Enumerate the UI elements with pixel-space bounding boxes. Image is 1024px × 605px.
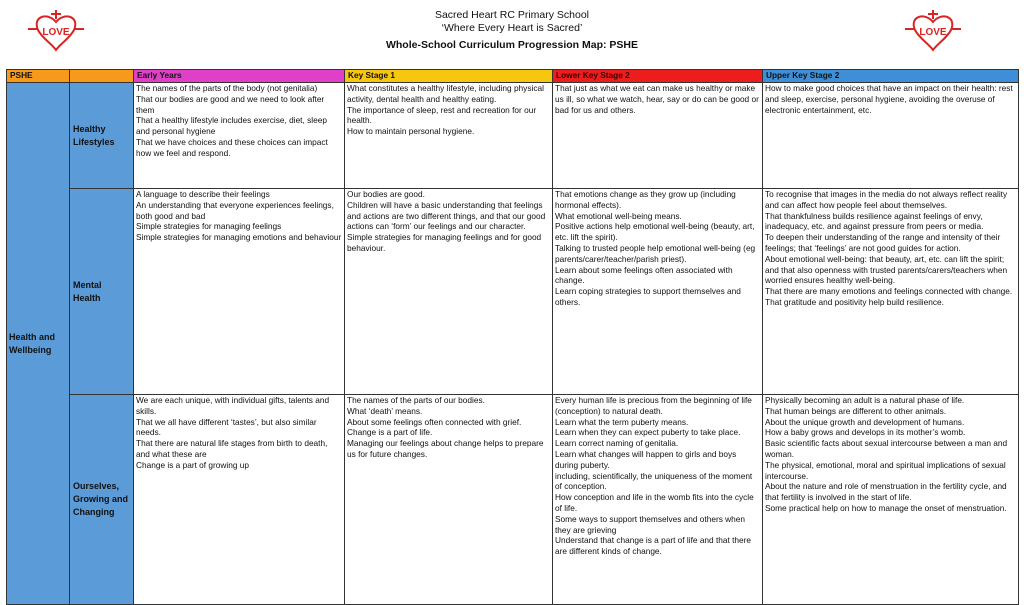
cell-line: That there are natural life stages from birth to death, and what these are	[136, 438, 328, 459]
cell-line: including, scientifically, the uniqueness of the moment of conception.	[555, 470, 753, 492]
cell-lower-key-stage-2	[553, 83, 763, 189]
cell-line: Every human life is precious from the beginning of life (conception) to natural death.	[555, 395, 752, 416]
document-header	[0, 9, 1024, 52]
svg-text:LOVE: LOVE	[42, 27, 70, 38]
cell-early-years	[134, 189, 345, 395]
cell-line: About emotional well-being: that beauty, art, etc. can lift the spirit; and that also openness with trusted parents/carers/teachers when worried ensures healthy well-being.	[765, 253, 1008, 286]
cell-line: That emotions change as they grow up (including hormonal effects).	[555, 189, 736, 210]
cell-line: A language to describe their feelings	[136, 189, 270, 199]
cell-line: We are each unique, with individual gifts, talents and skills.	[136, 395, 330, 416]
school-name: Sacred Heart RC Primary School	[434, 9, 590, 21]
cell-line: The names of the parts of our bodies.	[347, 395, 485, 405]
cell-line: Talking to trusted people help emotional well-being (eg parents/carer/teacher/parish priest).	[555, 242, 756, 264]
table-row	[7, 189, 1019, 395]
cell-line: Change is a part of growing up	[136, 459, 250, 470]
cell-line: Learn about some feelings often associated with change.	[555, 264, 733, 286]
col-header-upper-key-stage-2: Upper Key Stage 2	[763, 70, 1019, 83]
cell-line: How conception and life in the womb fits into the cycle of life.	[555, 492, 754, 513]
cell-line: About some feelings often connected with grief.	[347, 416, 522, 427]
cell-upper-key-stage-2	[763, 83, 1019, 189]
cell-lower-key-stage-2	[553, 189, 763, 395]
cell-line: How a baby grows and develops in its mother’s womb.	[765, 427, 966, 438]
cell-key-stage-1	[345, 83, 553, 189]
table-row	[7, 395, 1019, 605]
cell-line: That thankfulness builds resilience against feelings of envy, inadequacy, etc. and against pressure from peers or media.	[765, 210, 984, 232]
map-title: Whole-School Curriculum Progression Map: PSHE	[385, 39, 639, 51]
cell-line: That human beings are different to other animals.	[765, 405, 947, 416]
cell-line: That there are many emotions and feelings connected with change.	[765, 286, 1013, 297]
cell-line: Positive actions help emotional well-being (beauty, art, etc. lift the spirit).	[555, 221, 755, 243]
cell-line: What ‘death’ means.	[347, 405, 423, 416]
topic-mental-health: Mental Health	[70, 189, 134, 395]
cell-line: Some practical help on how to manage the onset of menstruation.	[765, 502, 1007, 513]
cell-line: How to make good choices that have an impact on their health: rest and sleep, exercise, personal hygiene, avoiding the overuse of electronic entertainment, etc.	[765, 83, 1013, 115]
col-header-lower-key-stage-2: Lower Key Stage 2	[553, 70, 763, 83]
cell-line: About the nature and role of menstruation in the fertility cycle, and that fertility is involved in the start of life.	[765, 481, 1007, 503]
cell-line: That gratitude and positivity help build resilience.	[765, 296, 944, 307]
cell-line: How to maintain personal hygiene.	[347, 126, 475, 137]
cell-line: Learn when they can expect puberty to take place.	[555, 427, 741, 438]
cell-line: Learn what changes will happen to girls and boys during puberty.	[555, 448, 737, 470]
cell-key-stage-1	[345, 395, 553, 605]
svg-text:LOVE: LOVE	[919, 27, 947, 38]
cell-line: Basic scientific facts about sexual intercourse between a man and woman.	[765, 438, 1008, 459]
cell-line: The names of the parts of the body (not genitalia)	[136, 83, 318, 93]
topic-healthy-lifestyles: Healthy Lifestyles	[70, 83, 134, 189]
col-header-pshe: PSHE	[7, 70, 70, 83]
area-health-wellbeing: Health and Wellbeing	[7, 83, 70, 605]
cell-line: That we have choices and these choices can impact how we feel and respond.	[136, 136, 328, 158]
cell-line: About the unique growth and development of humans.	[765, 416, 965, 427]
col-header-early-years: Early Years	[134, 70, 345, 83]
cell-line: Managing our feelings about change helps to prepare us for future changes.	[347, 438, 544, 459]
cell-line: That our bodies are good and we need to look after them	[136, 93, 325, 115]
cell-line: The physical, emotional, moral and spiritual implications of sexual intercourse.	[765, 459, 1006, 481]
cell-line: What constitutes a healthy lifestyle, including physical activity, dental health and healthy eating.	[347, 83, 544, 104]
cell-line: Learn what the term puberty means.	[555, 416, 689, 427]
cell-line: Our bodies are good.	[347, 189, 425, 199]
cell-line: Children will have a basic understanding that feelings and actions are two different things, and that our good actions can ‘form’ our feelings and our character.	[347, 199, 546, 232]
cell-line: Learn correct naming of genitalia.	[555, 438, 679, 449]
cell-line: Physically becoming an adult is a natural phase of life.	[765, 395, 965, 405]
cell-early-years	[134, 83, 345, 189]
cell-line: Some ways to support themselves and others when they are grieving	[555, 513, 746, 535]
cell-line: What emotional well-being means.	[555, 210, 682, 221]
cell-line: To deepen their understanding of the range and intensity of their feelings; that ‘feelings’ are not good guides for action.	[765, 232, 1001, 253]
cell-line: Understand that change is a part of life and that there are different kinds of change.	[555, 535, 752, 557]
cell-upper-key-stage-2	[763, 189, 1019, 395]
cell-line: Simple strategies for managing emotions and behaviour	[136, 232, 342, 243]
cell-upper-key-stage-2	[763, 395, 1019, 605]
cell-key-stage-1	[345, 189, 553, 395]
col-header-key-stage-1: Key Stage 1	[345, 70, 553, 83]
progression-table	[6, 69, 1019, 605]
cell-line: The importance of sleep, rest and recreation for our health.	[347, 104, 537, 126]
cell-line: Learn coping strategies to support themselves and others.	[555, 286, 741, 307]
cell-line: Simple strategies for managing feelings	[136, 221, 282, 232]
cell-line: Simple strategies for managing feelings and for good behaviour.	[347, 232, 542, 253]
table-header-row	[7, 70, 1019, 83]
cell-early-years	[134, 395, 345, 605]
cell-line: An understanding that everyone experiences feelings, both good and bad	[136, 199, 334, 221]
cell-line: That we all have different ‘tastes’, but also similar needs.	[136, 416, 317, 438]
cell-lower-key-stage-2	[553, 395, 763, 605]
school-motto: ‘Where Every Heart is Sacred’	[441, 22, 583, 34]
cell-line: That just as what we eat can make us healthy or make us ill, so what we watch, hear, say or do can be good or bad for us and others.	[555, 83, 759, 115]
topic-ourselves-growing-changing: Ourselves, Growing and Changing	[70, 395, 134, 605]
table-row	[7, 83, 1019, 189]
cell-line: To recognise that images in the media do not always reflect reality and can affect how people feel about themselves.	[765, 189, 1008, 210]
cell-line: That a healthy lifestyle includes exercise, diet, sleep and personal hygiene	[136, 115, 327, 137]
col-header-topic	[70, 70, 134, 83]
cell-line: Change is a part of life.	[347, 427, 433, 438]
